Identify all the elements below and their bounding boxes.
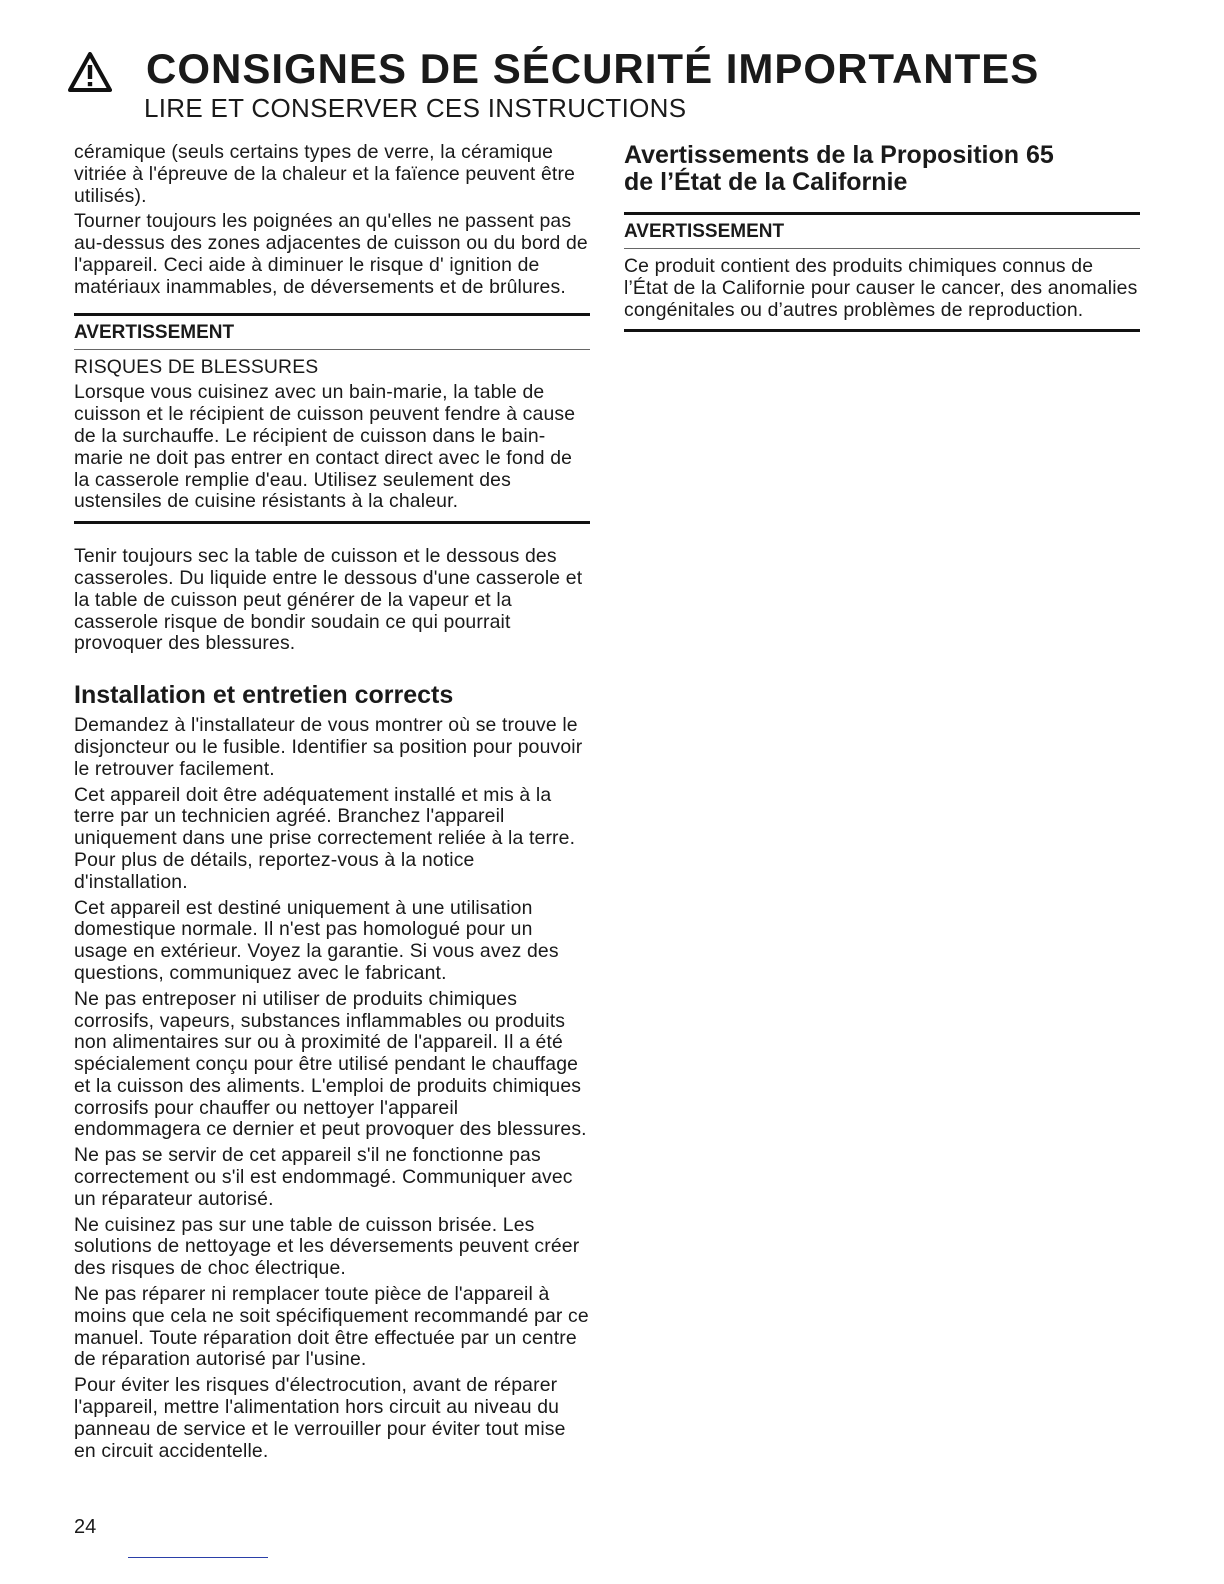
injury-warning-box: [74, 313, 590, 525]
intro-paragraph: céramique (seuls certains types de verre, la céramique vitriée à l'épreuve de la chaleur et la faïence peuvent être utilisés).: [74, 141, 576, 207]
warning-triangle-icon: [68, 52, 112, 92]
section-paragraph: Ne cuisinez pas sur une table de cuisson brisée. Les solutions de nettoyage et les déversements peuvent créer des risques de choc électrique.: [74, 1213, 580, 1280]
page-title: CONSIGNES DE SÉCURITÉ IMPORTANTES: [146, 45, 1040, 92]
page-subtitle: LIRE ET CONSERVER CES INSTRUCTIONS: [144, 93, 687, 123]
section-paragraph: Cet appareil est destiné uniquement à une utilisation domestique normale. Il n'est pas homologué pour un usage en extérieur. Voyez la garantie. Si vous avez des questions, communiquez avec le fabricant.: [74, 896, 559, 984]
warning-subtitle: RISQUES DE BLESSURES: [74, 355, 319, 378]
warning-label: AVERTISSEMENT: [624, 215, 1140, 249]
left-column: [74, 142, 590, 1462]
section-heading: Installation et entretien corrects: [74, 681, 454, 710]
prop65-heading: [624, 142, 1140, 196]
section-paragraph: Ne pas entreposer ni utiliser de produits chimiques corrosifs, vapeurs, substances inflammables ou produits non alimentaires sur ou à proximité de l'appareil. Il a été spécialement conçu pour être utilisé pendant le chauffage et la cuisson des aliments. L'emploi de produits chimiques corrosifs pour chauffer ou nettoyer l'appareil endommagera ce dernier et peut provoquer des blessures.: [74, 987, 587, 1141]
prop65-heading-line1: Avertissements de la Proposition 65: [624, 141, 1054, 169]
section-paragraph: Ne pas réparer ni remplacer toute pièce de l'appareil à moins que cela ne soit spécifiquement recommandé par ce manuel. Toute réparation doit être effectuée par un centre de réparation autorisé par l'usine.: [74, 1283, 589, 1371]
prop65-warning-box: [624, 212, 1140, 332]
section-paragraph: Cet appareil doit être adéquatement installé et mis à la terre par un technicien agréé. Branchez l'appareil uniquement dans une prise correctement reliée à la terre. Pour plus de détails, reportez-vous à la notice d'installation.: [74, 783, 576, 893]
section-paragraph: Demandez à l'installateur de vous montrer où se trouve le disjoncteur ou le fusible. Identifier sa position pour pouvoir le retrouver facilement.: [74, 714, 583, 780]
warning-label: AVERTISSEMENT: [74, 316, 590, 350]
right-column: [624, 142, 1140, 354]
page-number: 24: [74, 1516, 97, 1538]
warning-text: Lorsque vous cuisinez avec un bain-marie, la table de cuisson et le récipient de cuisson peuvent fendre à cause de la surchauffe. Le récipient de cuisson dans le bain-marie ne doit pas entrer en contact direct avec le fond de la casserole remplie d'eau. Utilisez seulement des ustensiles de cuisine résistants à la chaleur.: [74, 381, 576, 513]
warning-body: [624, 249, 1140, 329]
section-paragraph: Ne pas se servir de cet appareil s'il ne fonctionne pas correctement ou s'il est endommagé. Communiquer avec un réparateur autorisé.: [74, 1144, 573, 1210]
section-paragraph: Pour éviter les risques d'électrocution, avant de réparer l'appareil, mettre l'alimentation hors circuit au niveau du panneau de service et le verrouiller pour éviter tout mise en circuit accidentelle.: [74, 1374, 566, 1462]
warning-body: [74, 350, 590, 522]
warning-text: Ce produit contient des produits chimiques connus de l’État de la Californie pour causer le cancer, des anomalies congénitales ou d’autres problèmes de reproduction.: [624, 255, 1138, 321]
page-header: [68, 44, 1168, 122]
footer-rule: [128, 1557, 268, 1558]
intro-paragraph: Tourner toujours les poignées an qu'elles ne passent pas au-dessus des zones adjacentes de cuisson ou du bord de l'appareil. Ceci aide à diminuer le risque d' ignition de matériaux inammables, de déversements et de brûlures.: [74, 210, 588, 298]
after-warning-paragraph: Tenir toujours sec la table de cuisson et le dessous des casseroles. Du liquide entre le dessous d'une casserole et la table de cuisson peut générer de la vapeur et la casserole risque de bondir soudain ce qui pourrait provoquer des blessures.: [74, 545, 583, 655]
header-title-row: [68, 44, 1168, 94]
prop65-heading-line2: de l’État de la Californie: [624, 168, 908, 196]
